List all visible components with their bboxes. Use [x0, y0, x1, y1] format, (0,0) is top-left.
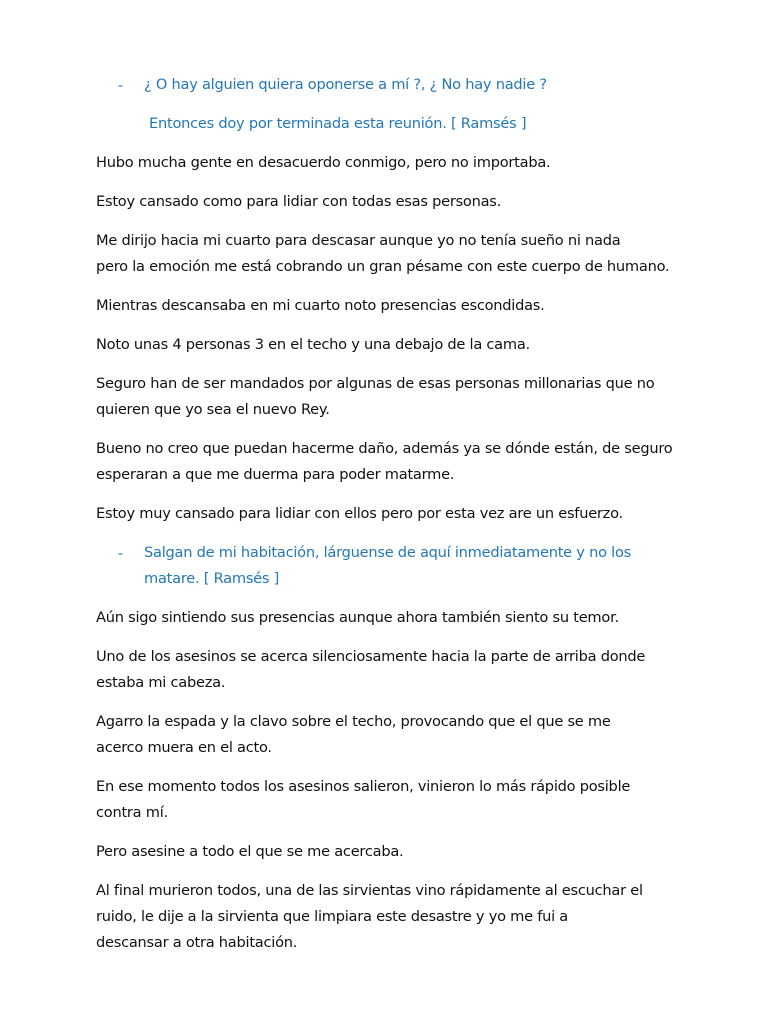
paragraph-line: Bueno no creo que puedan hacerme daño, además ya se dónde están, de seguro — [96, 440, 673, 457]
dialogue-line: Entonces doy por terminada esta reunión. [ Ramsés ] — [149, 115, 527, 132]
dialogue-line: Salgan de mi habitación, lárguense de aquí inmediatamente y no los — [144, 544, 631, 561]
paragraph-line: Pero asesine a todo el que se me acercaba. — [96, 843, 404, 860]
paragraph-line: Agarro la espada y la clavo sobre el techo, provocando que el que se me — [96, 713, 611, 730]
paragraph-line: Al final murieron todos, una de las sirvientas vino rápidamente al escuchar el — [96, 882, 643, 899]
paragraph-line: Aún sigo sintiendo sus presencias aunque ahora también siento su temor. — [96, 609, 619, 626]
dialogue-line: matare. [ Ramsés ] — [144, 570, 280, 587]
paragraph-line: ruido, le dije a la sirvienta que limpiara este desastre y yo me fui a — [96, 908, 569, 925]
paragraph-line: pero la emoción me está cobrando un gran pésame con este cuerpo de humano. — [96, 258, 670, 275]
paragraph-line: estaba mi cabeza. — [96, 674, 226, 691]
paragraph-line: Mientras descansaba en mi cuarto noto presencias escondidas. — [96, 297, 545, 314]
paragraph-line: esperaran a que me duerma para poder matarme. — [96, 466, 455, 483]
paragraph-line: Uno de los asesinos se acerca silenciosamente hacia la parte de arriba donde — [96, 648, 646, 665]
paragraph-line: Noto unas 4 personas 3 en el techo y una debajo de la cama. — [96, 336, 530, 353]
paragraph-line: contra mí. — [96, 804, 168, 821]
paragraph-line: acerco muera en el acto. — [96, 739, 272, 756]
paragraph-line: Estoy muy cansado para lidiar con ellos pero por esta vez are un esfuerzo. — [96, 505, 623, 522]
dialogue-line: ¿ O hay alguien quiera oponerse a mí ?, ¿ No hay nadie ? — [144, 76, 547, 93]
paragraph-line: En ese momento todos los asesinos salieron, vinieron lo más rápido posible — [96, 778, 631, 795]
paragraph-line: Me dirijo hacia mi cuarto para descasar aunque yo no tenía sueño ni nada — [96, 232, 621, 249]
paragraph-line: quieren que yo sea el nuevo Rey. — [96, 401, 330, 418]
dialogue-bullet: - — [118, 546, 124, 562]
paragraph-line: descansar a otra habitación. — [96, 934, 298, 951]
paragraph-line: Estoy cansado como para lidiar con todas esas personas. — [96, 193, 502, 210]
dialogue-bullet: - — [118, 78, 124, 94]
paragraph-line: Seguro han de ser mandados por algunas de esas personas millonarias que no — [96, 375, 655, 392]
paragraph-line: Hubo mucha gente en desacuerdo conmigo, pero no importaba. — [96, 154, 551, 171]
